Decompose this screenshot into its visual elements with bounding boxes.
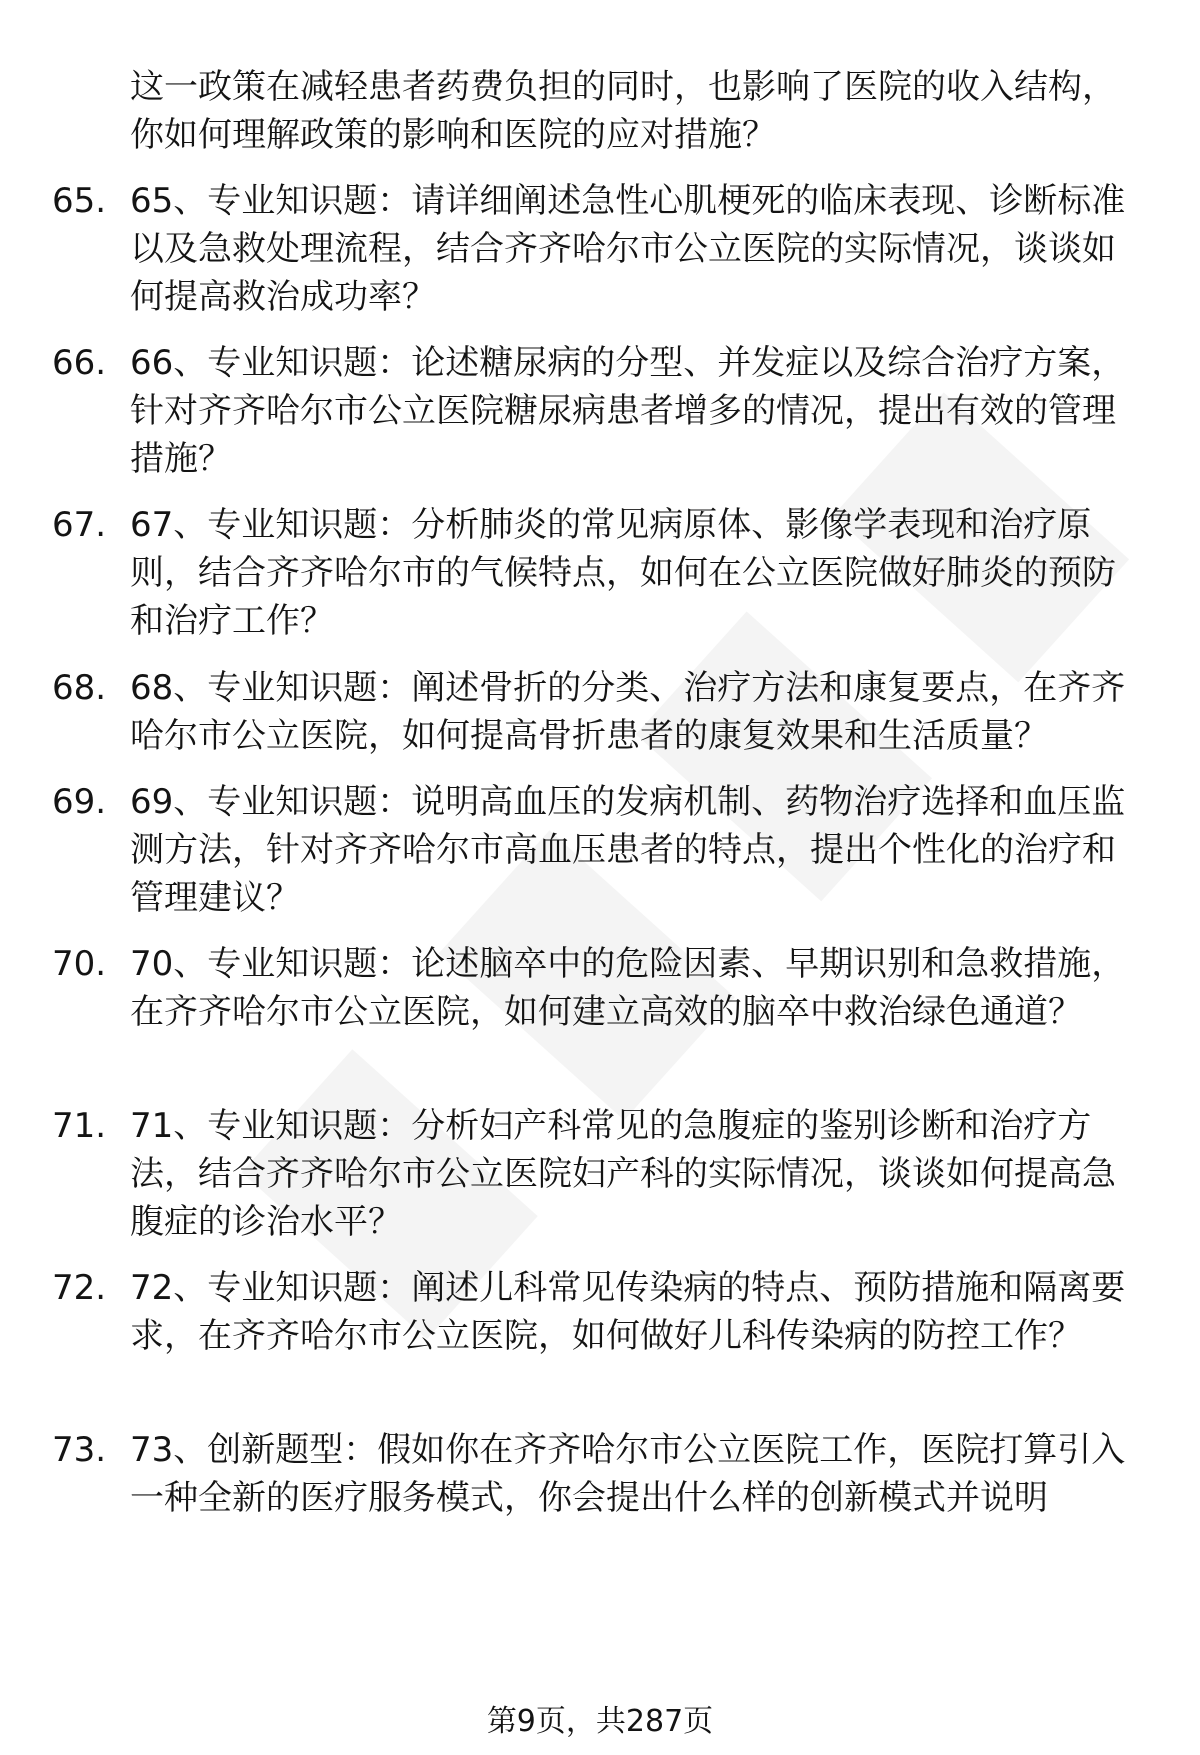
question-number: 73. [52,1430,107,1470]
question-text: 71、专业知识题：分析妇产科常见的急腹症的鉴别诊断和治疗方法，结合齐齐哈尔市公立医院妇产科的实际情况，谈谈如何提高急腹症的诊治水平？ [130,1106,1116,1242]
question-text: 70、专业知识题：论述脑卒中的危险因素、早期识别和急救措施，在齐齐哈尔市公立医院，如何建立高效的脑卒中救治绿色通道？ [130,944,1126,1032]
question-number: 69. [52,782,107,822]
question-number: 71. [52,1106,107,1146]
question-text: 72、专业知识题：阐述儿科常见传染病的特点、预防措施和隔离要求，在齐齐哈尔市公立医院，如何做好儿科传染病的防控工作？ [130,1268,1126,1356]
question-number: 70. [52,944,107,984]
question-text: 67、专业知识题：分析肺炎的常见病原体、影像学表现和治疗原则，结合齐齐哈尔市的气候特点，如何在公立医院做好肺炎的预防和治疗工作？ [130,505,1116,641]
intro-paragraph: 这一政策在减轻患者药费负担的同时，也影响了医院的收入结构，你如何理解政策的影响和医院的应对措施？ [130,67,1116,155]
question-number: 68. [52,668,107,708]
page-footer: 第9页，共287页 [486,1704,714,1739]
question-text: 65、专业知识题：请详细阐述急性心肌梗死的临床表现、诊断标准以及急救处理流程，结合齐齐哈尔市公立医院的实际情况，谈谈如何提高救治成功率？ [130,181,1126,317]
question-number: 72. [52,1268,107,1308]
question-text: 69、专业知识题：说明高血压的发病机制、药物治疗选择和血压监测方法，针对齐齐哈尔市高血压患者的特点，提出个性化的治疗和管理建议？ [130,782,1126,918]
question-number: 67. [52,505,107,545]
question-number: 66. [52,343,107,383]
question-text: 68、专业知识题：阐述骨折的分类、治疗方法和康复要点，在齐齐哈尔市公立医院，如何提高骨折患者的康复效果和生活质量？ [130,668,1126,756]
question-number: 65. [52,181,107,221]
question-text: 66、专业知识题：论述糖尿病的分型、并发症以及综合治疗方案，针对齐齐哈尔市公立医院糖尿病患者增多的情况，提出有效的管理措施？ [130,343,1126,479]
question-text: 73、创新题型：假如你在齐齐哈尔市公立医院工作，医院打算引入一种全新的医疗服务模式，你会提出什么样的创新模式并说明 [130,1430,1126,1518]
